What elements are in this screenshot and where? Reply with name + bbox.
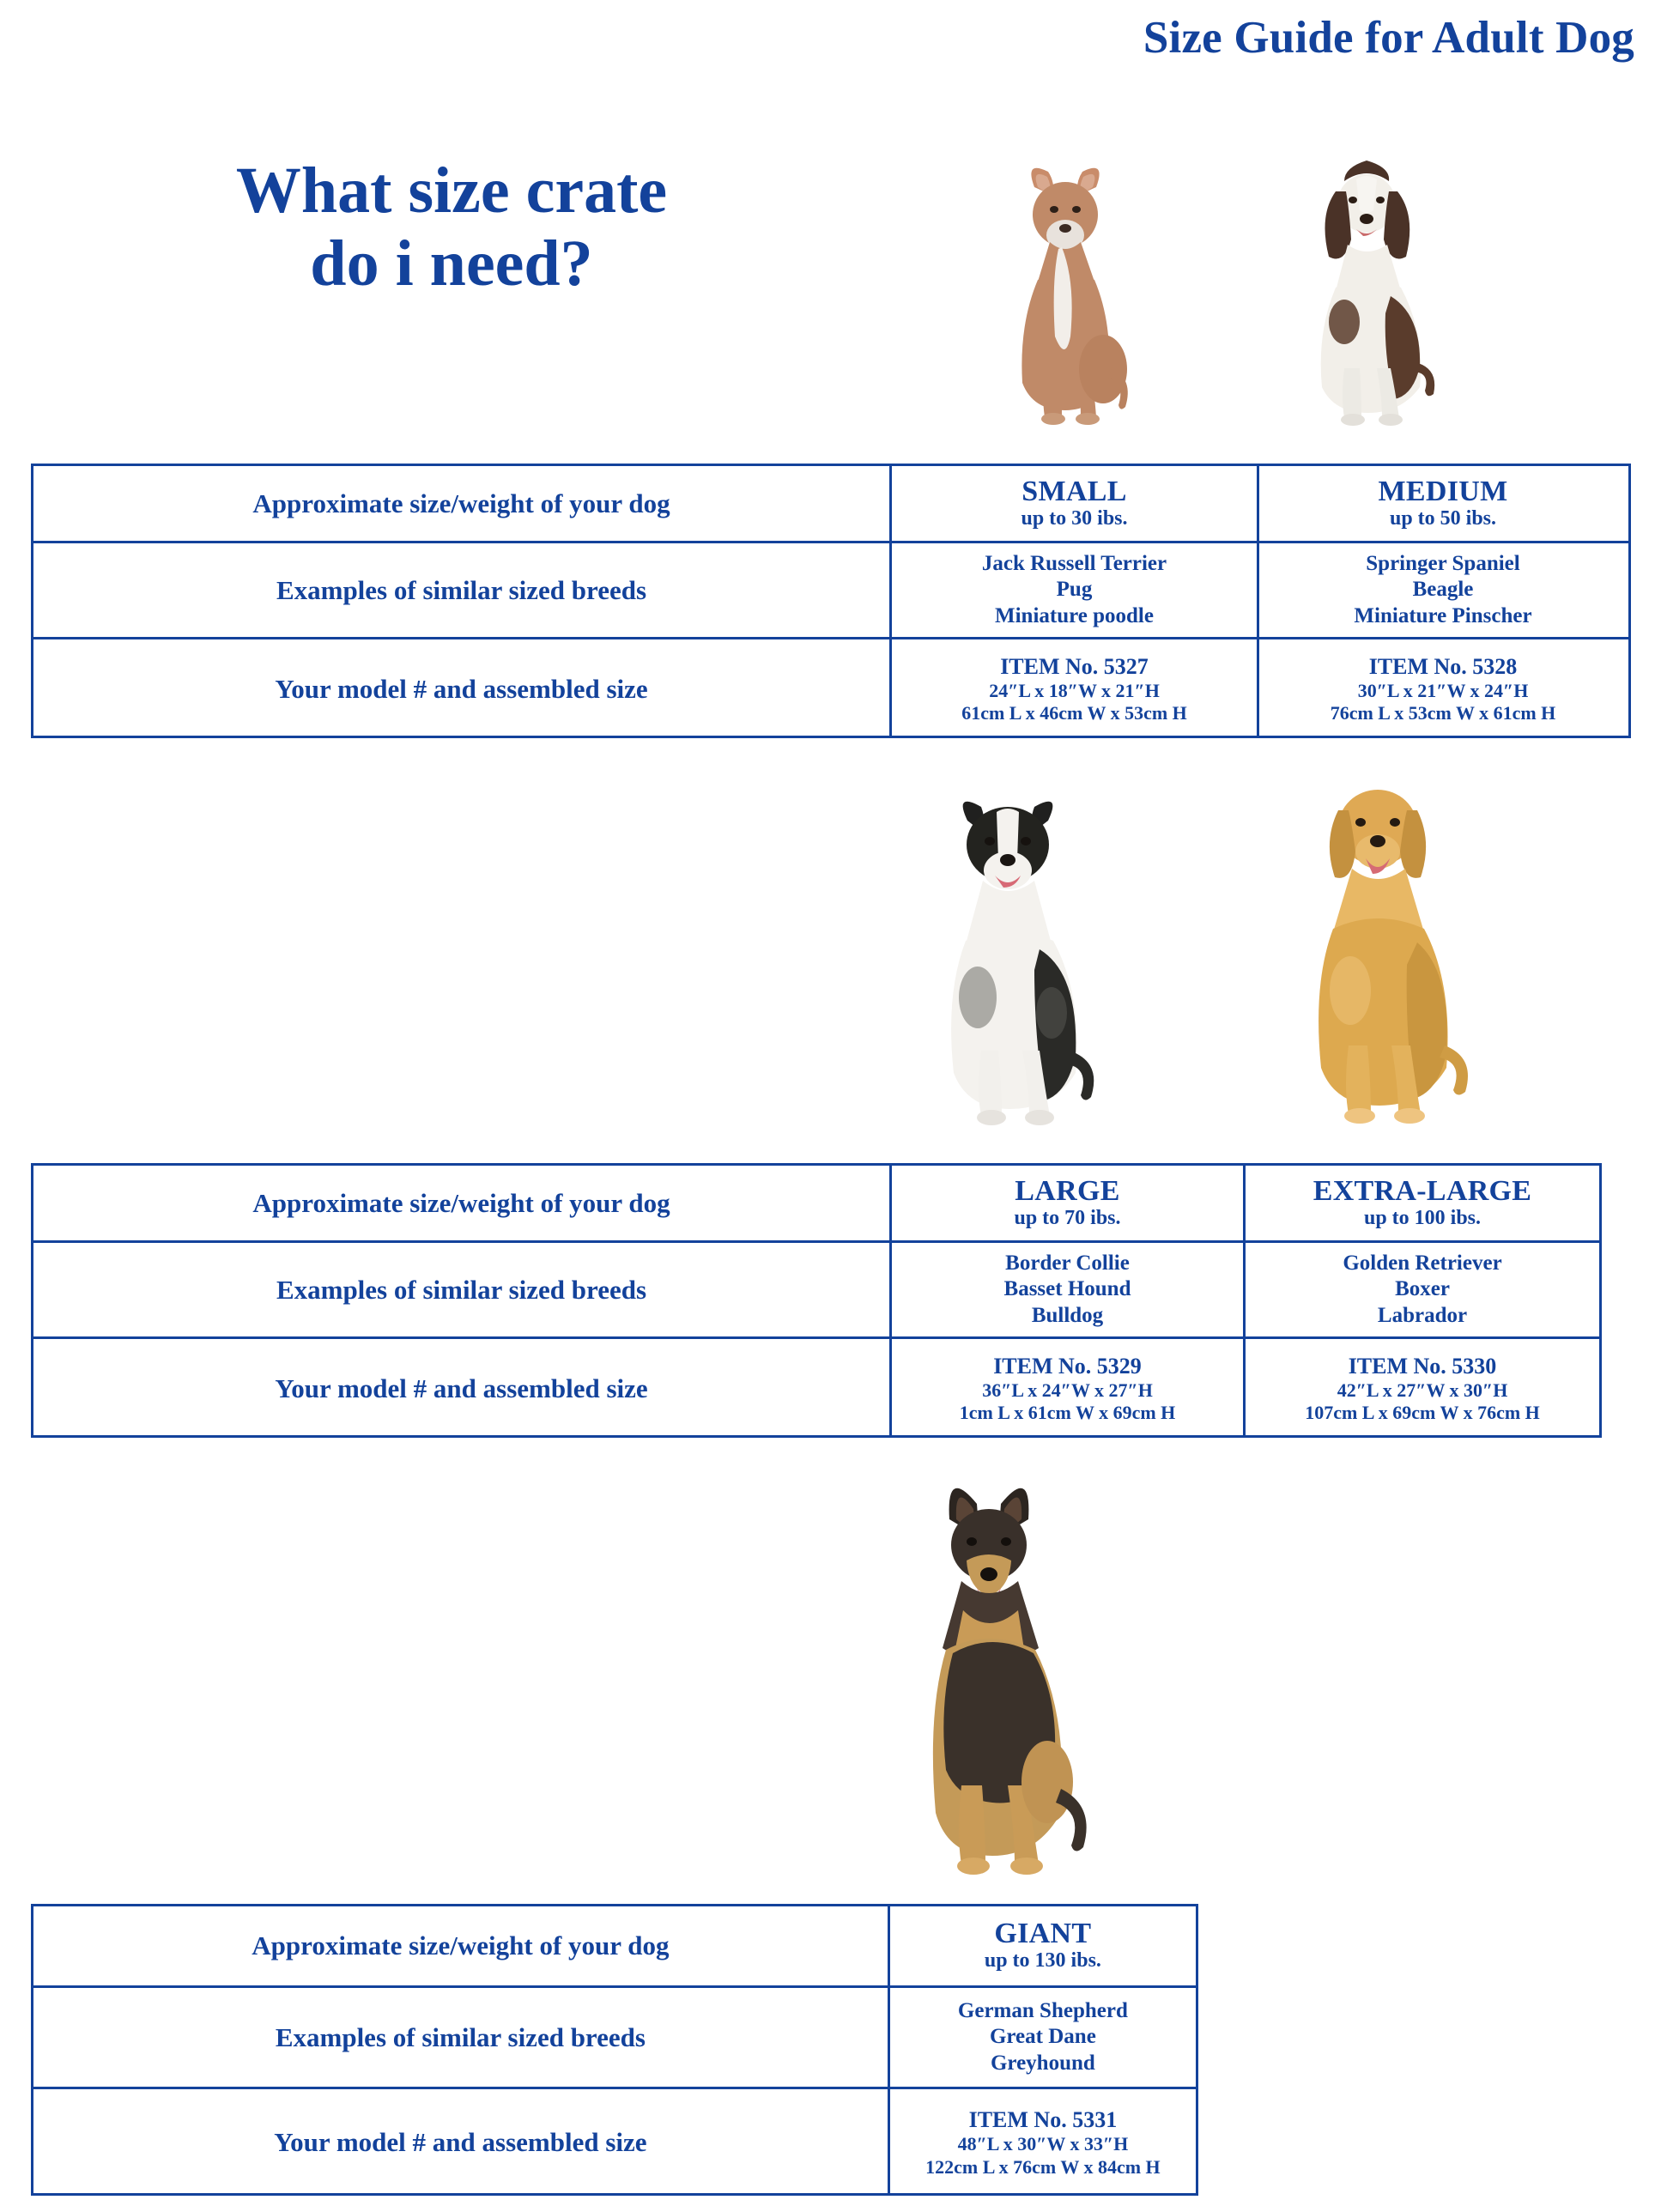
item-number: ITEM No. 5328 (1368, 653, 1518, 679)
size-name: LARGE (1015, 1174, 1120, 1207)
breed-item: Border Collie (1005, 1251, 1130, 1275)
main-question (82, 155, 821, 300)
size-weight: up to 30 ibs. (1021, 506, 1128, 530)
model-cell-small (892, 639, 1259, 738)
dimensions-inches: 42″L x 27″W x 30″H (1337, 1379, 1508, 1401)
size-cell-extra-large (1246, 1166, 1599, 1240)
dimensions-inches: 24″L x 18″W x 21″H (989, 679, 1160, 701)
size-name: SMALL (1021, 475, 1127, 507)
table-row (33, 1243, 1599, 1339)
model-cell-large (892, 1339, 1246, 1438)
dimensions-inches: 36″L x 24″W x 27″H (982, 1379, 1153, 1401)
item-number: ITEM No. 5329 (993, 1353, 1142, 1379)
size-weight: up to 70 ibs. (1014, 1206, 1121, 1229)
border-collie-photo (888, 781, 1137, 1142)
breed-item: Miniature Pinscher (1354, 603, 1532, 627)
size-name: GIANT (994, 1918, 1092, 1950)
breeds-cell-large (892, 1243, 1246, 1336)
model-cell-giant (890, 2089, 1196, 2196)
main-question-line-2: do i need? (310, 227, 593, 300)
main-question-line-1: What size crate (235, 155, 668, 227)
dimensions-inches: 48″L x 30″W x 33″H (957, 2133, 1129, 2155)
dimensions-inches: 30″L x 21″W x 24″H (1357, 679, 1529, 701)
pit-bull-terrier-photo (966, 153, 1163, 436)
breed-item: Miniature poodle (995, 603, 1154, 627)
breed-item: Beagle (1412, 578, 1474, 602)
row-label-breeds: Examples of similar sized breeds (33, 1243, 892, 1336)
size-weight: up to 100 ibs. (1363, 1206, 1482, 1229)
size-name: EXTRA-LARGE (1312, 1174, 1532, 1207)
breed-item: Labrador (1377, 1303, 1468, 1327)
item-number: ITEM No. 5330 (1348, 1353, 1497, 1379)
page-title: Size Guide for Adult Dog (1143, 13, 1634, 63)
table-row (33, 2089, 1196, 2196)
breed-item: German Shepherd (957, 1998, 1128, 2022)
size-table-small-medium (31, 464, 1631, 738)
table-row (33, 466, 1628, 543)
table-row (33, 1988, 1196, 2089)
item-number: ITEM No. 5331 (968, 2107, 1118, 2133)
model-cell-medium (1259, 639, 1627, 738)
german-shepherd-photo (867, 1459, 1116, 1897)
breed-item: Jack Russell Terrier (981, 551, 1167, 575)
table-row (33, 1906, 1196, 1988)
row-label-breeds: Examples of similar sized breeds (33, 543, 892, 637)
dimensions-cm: 61cm L x 46cm W x 53cm H (961, 702, 1187, 724)
size-weight: up to 130 ibs. (984, 1949, 1101, 1973)
breed-item: Basset Hound (1003, 1277, 1131, 1301)
row-label-size-weight: Approximate size/weight of your dog (33, 1906, 890, 1985)
dimensions-cm: 1cm L x 61cm W x 69cm H (959, 1402, 1176, 1424)
size-weight: up to 50 ibs. (1389, 506, 1497, 530)
row-label-model: Your model # and assembled size (33, 1339, 892, 1438)
row-label-size-weight: Approximate size/weight of your dog (33, 466, 892, 541)
size-table-large-extralarge (31, 1163, 1602, 1438)
dimensions-cm: 76cm L x 53cm W x 61cm H (1330, 702, 1556, 724)
model-cell-extra-large (1246, 1339, 1599, 1438)
row-label-size-weight: Approximate size/weight of your dog (33, 1166, 892, 1240)
table-row (33, 543, 1628, 639)
size-cell-large (892, 1166, 1246, 1240)
breeds-cell-medium (1259, 543, 1627, 637)
size-cell-medium (1259, 466, 1627, 541)
breed-item: Springer Spaniel (1366, 551, 1520, 575)
golden-retriever-photo (1249, 762, 1506, 1140)
breed-item: Great Dane (989, 2025, 1096, 2049)
breed-item: Golden Retriever (1343, 1251, 1502, 1275)
breed-item: Bulldog (1031, 1303, 1104, 1327)
breed-item: Boxer (1395, 1277, 1450, 1301)
size-table-giant (31, 1904, 1198, 2196)
size-name: MEDIUM (1378, 475, 1508, 507)
breeds-cell-small (892, 543, 1259, 637)
breed-item: Greyhound (990, 2051, 1095, 2075)
dimensions-cm: 122cm L x 76cm W x 84cm H (925, 2155, 1161, 2178)
row-label-breeds: Examples of similar sized breeds (33, 1988, 890, 2087)
item-number: ITEM No. 5327 (1000, 653, 1149, 679)
breeds-cell-giant (890, 1988, 1196, 2087)
row-label-model: Your model # and assembled size (33, 2089, 890, 2196)
size-cell-small (892, 466, 1259, 541)
dimensions-cm: 107cm L x 69cm W x 76cm H (1305, 1402, 1540, 1424)
table-row (33, 1339, 1599, 1438)
breed-item: Pug (1056, 578, 1093, 602)
size-cell-giant (890, 1906, 1196, 1985)
table-row (33, 639, 1628, 738)
breeds-cell-extra-large (1246, 1243, 1599, 1336)
springer-spaniel-photo (1262, 150, 1476, 433)
row-label-model: Your model # and assembled size (33, 639, 892, 738)
table-row (33, 1166, 1599, 1243)
